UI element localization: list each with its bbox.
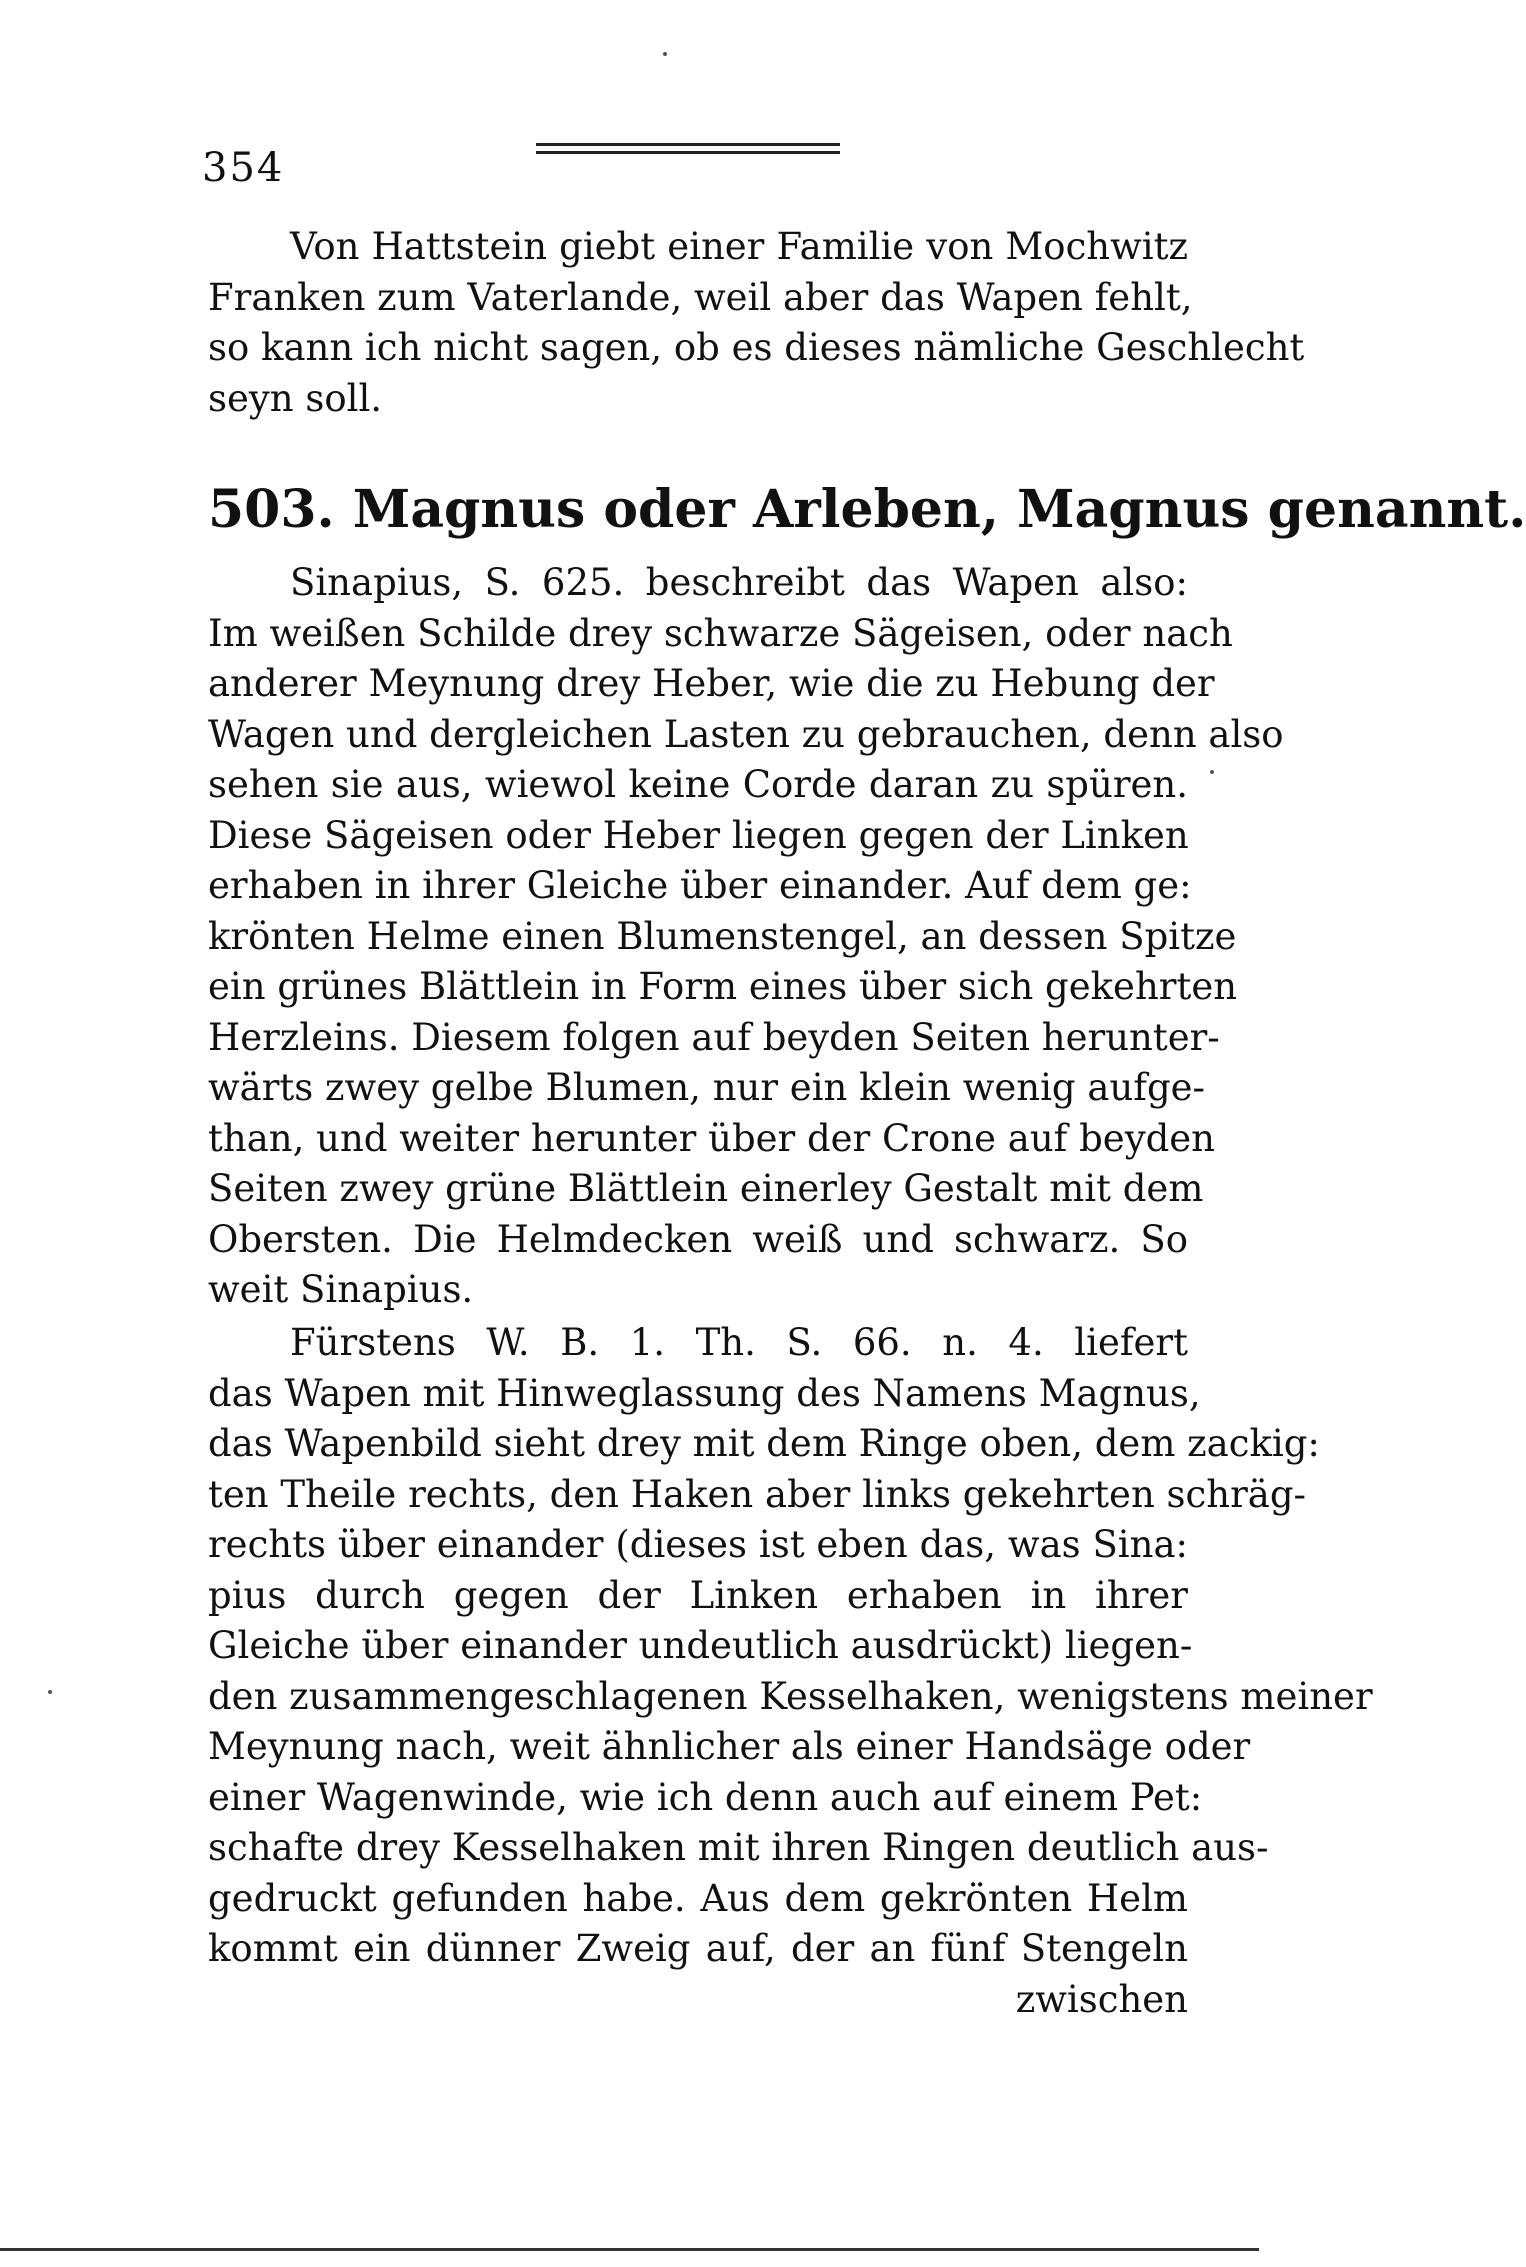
section-heading: 503. Magnus oder Arleben, Magnus genannt.	[208, 479, 1526, 540]
text-line: anderer Meynung drey Heber, wie die zu Hebung der	[208, 662, 1215, 705]
paper-speck	[663, 52, 667, 56]
text-line: so kann ich nicht sagen, ob es dieses nämliche Geschlecht	[208, 326, 1305, 369]
text-line: Obersten. Die Helmdecken weiß und schwarz. So	[208, 1217, 1188, 1261]
text-line: than, und weiter herunter über der Crone auf beyden	[208, 1116, 1216, 1160]
text-line: wärts zwey gelbe Blumen, nur ein klein wenig aufge-	[208, 1066, 1206, 1109]
text-line: erhaben in ihrer Gleiche über einander. Auf dem ge:	[208, 864, 1192, 907]
catchword: zwischen	[1015, 1977, 1188, 2021]
text-line: Fürstens W. B. 1. Th. S. 66. n. 4. liefert	[290, 1321, 1188, 1364]
text-line: kommt ein dünner Zweig auf, der an fünf Stengeln	[208, 1927, 1188, 1970]
text-line: weit Sinapius.	[208, 1268, 474, 1311]
text-line: Diese Sägeisen oder Heber liegen gegen der Linken	[208, 813, 1189, 857]
text-line: ein grünes Blättlein in Form eines über sich gekehrten	[208, 965, 1238, 1008]
text-line: Franken zum Vaterlande, weil aber das Wapen fehlt,	[208, 275, 1193, 319]
paragraph-hattstein	[208, 222, 1305, 424]
text-line: ten Theile rechts, den Haken aber links gekehrten schräg-	[208, 1472, 1307, 1516]
page-edge-line	[0, 2248, 1259, 2251]
text-line: einer Wagenwinde, wie ich denn auch auf einem Pet:	[208, 1775, 1203, 1819]
text-line: schafte drey Kesselhaken mit ihren Ringen deutlich aus-	[208, 1826, 1269, 1869]
paper-speck	[48, 1690, 52, 1694]
text-line: rechts über einander (dieses ist eben das, was Sina:	[208, 1523, 1188, 1566]
text-line: seyn soll.	[208, 376, 383, 420]
text-line: sehen sie aus, wiewol keine Corde daran zu spüren.	[208, 763, 1188, 806]
paper-speck	[1210, 770, 1214, 774]
text-line: Meynung nach, weit ähnlicher als einer Handsäge oder	[208, 1725, 1251, 1768]
text-line: Wagen und dergleichen Lasten zu gebrauchen, denn also	[208, 712, 1284, 756]
text-line: Sinapius, S. 625. beschreibt das Wapen also:	[290, 561, 1188, 604]
text-line: krönten Helme einen Blumenstengel, an dessen Spitze	[208, 914, 1237, 958]
header-rule	[536, 143, 840, 155]
text-line: das Wapen mit Hinweglassung des Namens Magnus,	[208, 1371, 1201, 1415]
text-line: den zusammengeschlagenen Kesselhaken, wenigstens meiner	[208, 1674, 1373, 1718]
text-line: Gleiche über einander undeutlich ausdrückt) liegen-	[208, 1624, 1193, 1667]
text-line: Herzleins. Diesem folgen auf beyden Seiten herunter-	[208, 1015, 1220, 1059]
text-line: Im weißen Schilde drey schwarze Sägeisen, oder nach	[208, 611, 1233, 655]
text-line: das Wapenbild sieht drey mit dem Ringe oben, dem zackig:	[208, 1422, 1320, 1465]
text-line: pius durch gegen der Linken erhaben in ihrer	[208, 1573, 1188, 1617]
text-line: Von Hattstein giebt einer Familie von Mochwitz	[290, 225, 1188, 268]
text-line: gedruckt gefunden habe. Aus dem gekrönten Helm	[208, 1876, 1188, 1920]
text-line: Seiten zwey grüne Blättlein einerley Gestalt mit dem	[208, 1167, 1204, 1210]
page-number: 354	[202, 145, 285, 191]
paragraph-fuerstens	[208, 1318, 1373, 2025]
paragraph-sinapius	[208, 558, 1284, 1316]
